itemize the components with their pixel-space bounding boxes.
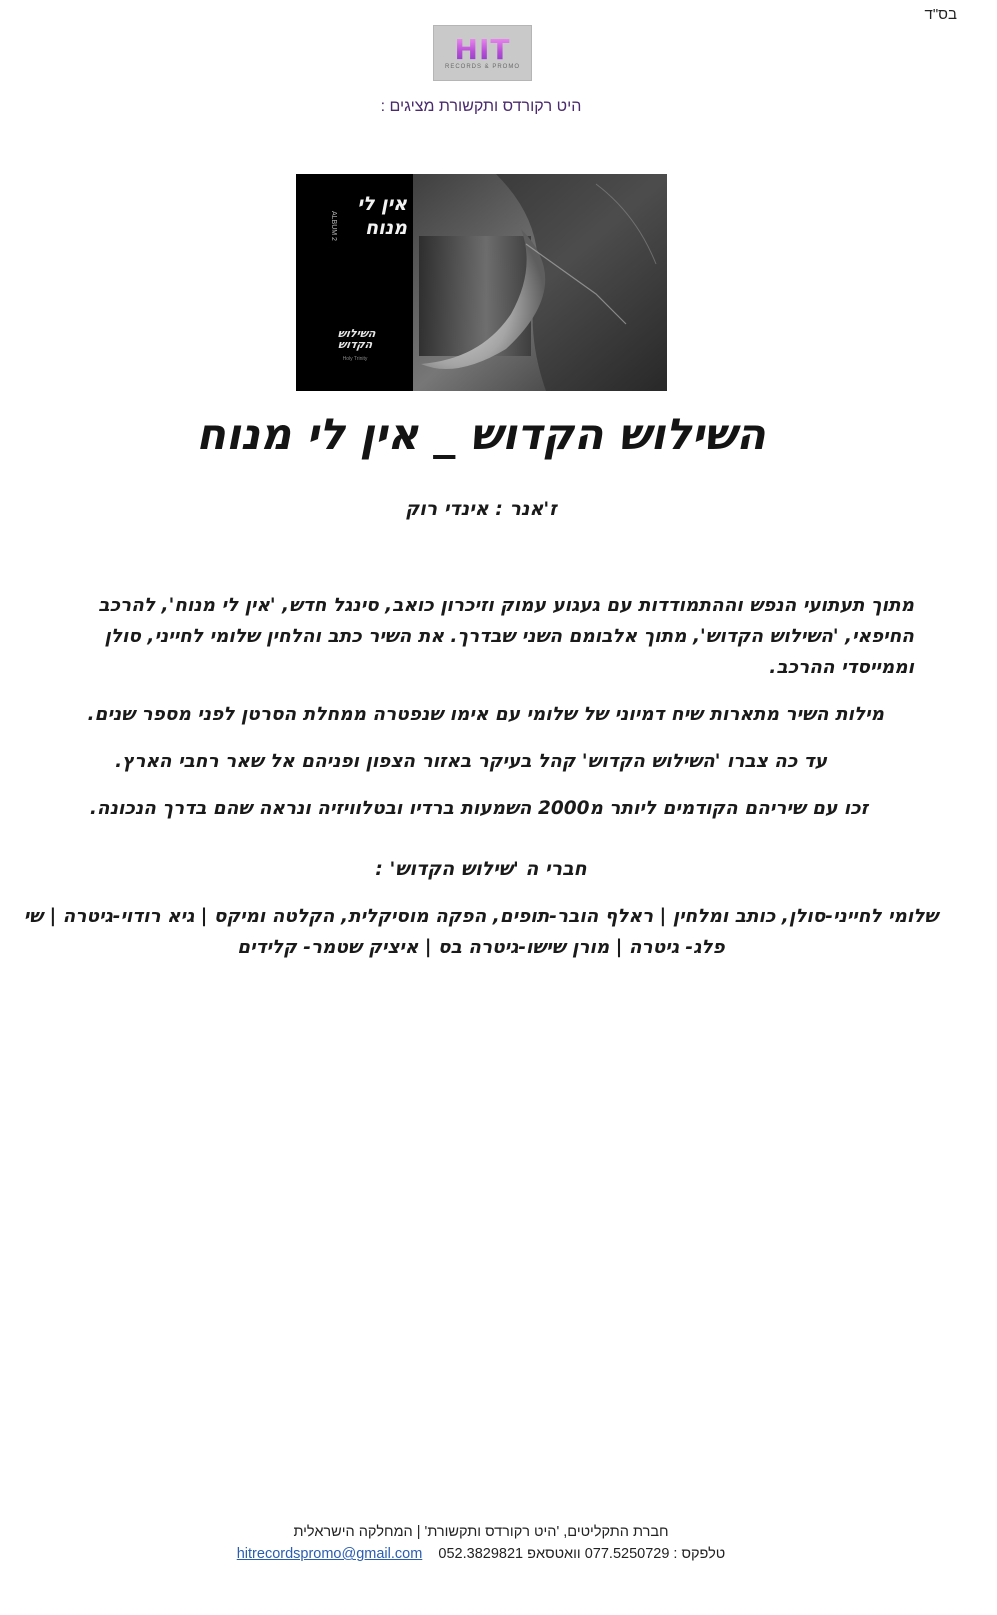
page-title: השילוש הקדוש _ אין לי מנוח bbox=[196, 410, 766, 460]
cover-title-line2: מנוח bbox=[365, 217, 407, 239]
bsd-mark: בס"ד bbox=[924, 6, 957, 23]
hit-records-logo bbox=[433, 25, 532, 81]
paragraph: מתוך תעתועי הנפש וההתמודדות עם געגוע עמוק וזיכרון כואב, סינגל חדש, 'אין לי מנוח', להרכב החיפאי, 'השילוש הקדוש', מתוך אלבומם השני שבדרך. את השיר כתב והלחין שלומי לחייני, סולן וממייסדי ההרכב. bbox=[98, 595, 914, 678]
footer-phones: טלפקס : 077.5250729 וואטסאפ 052.3829821 bbox=[438, 1546, 726, 1562]
cover-band-line2: הקדוש bbox=[337, 338, 374, 351]
footer bbox=[0, 1521, 962, 1565]
paragraph: עד כה צברו 'השילוש הקדוש' קהל בעיקר באזור הצפון ופניהם אל שאר רחבי הארץ. bbox=[115, 751, 827, 772]
members-list: שלומי לחייני-סולן, כותב ומלחין | ראלף הובר-תופים, הפקה מוסיקלית, הקלטה ומיקס | גיא רודוי-גיטרה | שי פלג- גיטרה | מורן שישו-גיטרה בס | איציק שטמר- קלידים bbox=[23, 906, 939, 958]
cover-title bbox=[332, 192, 407, 240]
cover-band-logo bbox=[329, 328, 382, 350]
cover-side-text: ALBUM 2 bbox=[330, 211, 337, 241]
press-release-body bbox=[32, 590, 924, 840]
album-cover-image bbox=[296, 174, 667, 391]
genre-line: ז'אנר : אינדי רוק bbox=[405, 498, 557, 520]
logo-word: HIT bbox=[454, 32, 511, 66]
cover-title-line1: אין לי bbox=[357, 193, 407, 215]
paragraph: מילות השיר מתארות שיח דמיוני של שלומי עם אימו שנפטרה ממחלת הסרטן לפני מספר שנים. bbox=[87, 704, 884, 725]
footer-contact-line bbox=[0, 1543, 962, 1565]
footer-company-line: חברת התקליטים, 'היט רקורדס ותקשורת' | המחלקה הישראלית bbox=[293, 1524, 669, 1540]
paragraph: זכו עם שיריהם הקודמים ליותר מ2000 השמעות ברדיו ובטלוויזיה ונראה שהם בדרך הנכונה. bbox=[89, 798, 868, 819]
footer-email-link[interactable]: hitrecordspromo@gmail.com bbox=[236, 1546, 423, 1562]
presents-line: היט רקורדס ותקשורת מציגים : bbox=[380, 98, 582, 115]
cover-band-subtitle: Holy Trinity bbox=[342, 356, 368, 362]
logo-subtitle: RECORDS & PROMO bbox=[444, 63, 520, 70]
members-heading: חברי ה 'שילוש הקדוש' : bbox=[375, 858, 587, 880]
cover-band-line1: השילוש bbox=[337, 327, 377, 340]
